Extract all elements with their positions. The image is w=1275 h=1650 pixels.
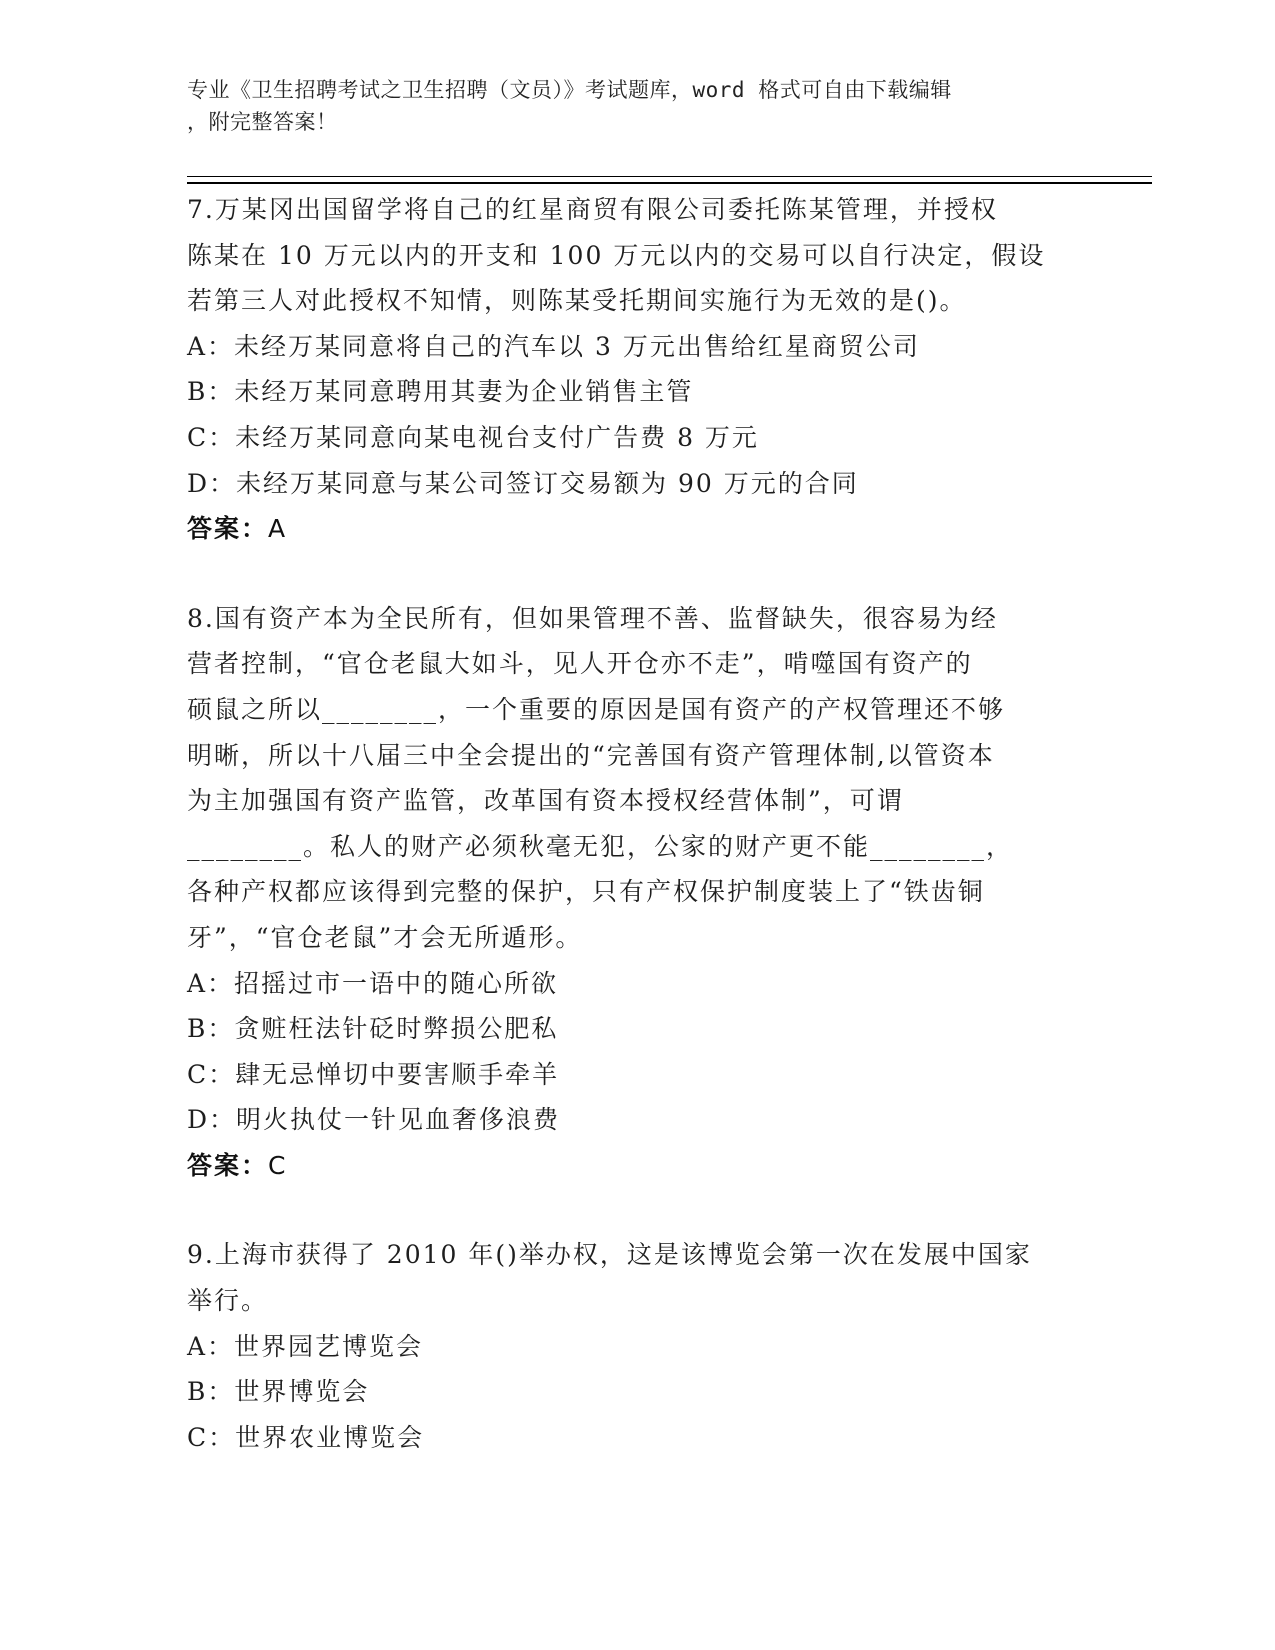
question-stem-line: 牙”，“官仓老鼠”才会无所遁形。 (187, 922, 583, 952)
answer-value: C (268, 1150, 288, 1180)
question-stem-line: 各种产权都应该得到完整的保护，只有产权保护制度装上了“铁齿铜 (187, 877, 985, 907)
option-d: D：未经万某同意与某公司签订交易额为 90 万元的合同 (187, 468, 859, 498)
question-stem-line: ________。私人的财产必须秋毫无犯，公家的财产更不能________， (187, 831, 1014, 861)
option-b: B：世界博览会 (187, 1377, 370, 1407)
answer-label: 答案： (187, 514, 269, 544)
option-a: A：世界园艺博览会 (187, 1331, 424, 1361)
question-list (187, 187, 1087, 1460)
answer-value: A (268, 514, 288, 544)
option-a: A：招摇过市一语中的随心所欲 (187, 968, 559, 998)
option-b: B：未经万某同意聘用其妻为企业销售主管 (187, 377, 694, 407)
question-stem-line: 若第三人对此授权不知情，则陈某受托期间实施行为无效的是()。 (187, 286, 967, 316)
question-stem-line: 为主加强国有资产监管，改革国有资本授权经营体制”，可谓 (187, 786, 904, 816)
option-c: C：世界农业博览会 (187, 1422, 425, 1452)
header-divider-thin (187, 176, 1152, 177)
question-stem-line: 营者控制，“官仓老鼠大如斗，见人开仓亦不走”，啃噬国有资产的 (187, 649, 973, 679)
question-stem-line: 7.万某冈出国留学将自己的红星商贸有限公司委托陈某管理，并授权 (187, 195, 998, 224)
question-9 (187, 1232, 1087, 1460)
option-a: A：未经万某同意将自己的汽车以 3 万元出售给红星商贸公司 (187, 331, 920, 361)
header-line: 专业《卫生招聘考试之卫生招聘（文员）》考试题库，word 格式可自由下载编辑 (187, 78, 952, 102)
question-stem-line: 明晰，所以十八届三中全会提出的“完善国有资产管理体制,以管资本 (187, 740, 995, 770)
option-c: C：未经万某同意向某电视台支付广告费 8 万元 (187, 422, 759, 452)
option-b: B：贪赃枉法针砭时弊损公肥私 (187, 1014, 559, 1044)
header-divider-thick (187, 182, 1152, 184)
question-stem-line: 陈某在 10 万元以内的开支和 100 万元以内的交易可以自行决定，假设 (187, 240, 1046, 270)
option-c: C：肆无忌惮切中要害顺手牵羊 (187, 1059, 560, 1089)
question-7 (187, 187, 1087, 552)
document-header (187, 74, 1067, 138)
question-stem-line: 8.国有资产本为全民所有，但如果管理不善、监督缺失，很容易为经 (187, 603, 998, 633)
spacer (187, 552, 1087, 596)
question-stem-line: 硕鼠之所以________，一个重要的原因是国有资产的产权管理还不够 (187, 694, 1006, 724)
option-d: D：明火执仗一针见血奢侈浪费 (187, 1105, 561, 1135)
question-stem-line: 举行。 (187, 1286, 269, 1316)
question-8 (187, 596, 1087, 1189)
answer (187, 1143, 1087, 1189)
answer (187, 506, 1087, 552)
answer-label: 答案： (187, 1150, 269, 1180)
question-stem-line: 9.上海市获得了 2010 年()举办权，这是该博览会第一次在发展中国家 (187, 1240, 1032, 1270)
header-line: ，附完整答案！ (187, 110, 338, 134)
spacer (187, 1188, 1087, 1232)
